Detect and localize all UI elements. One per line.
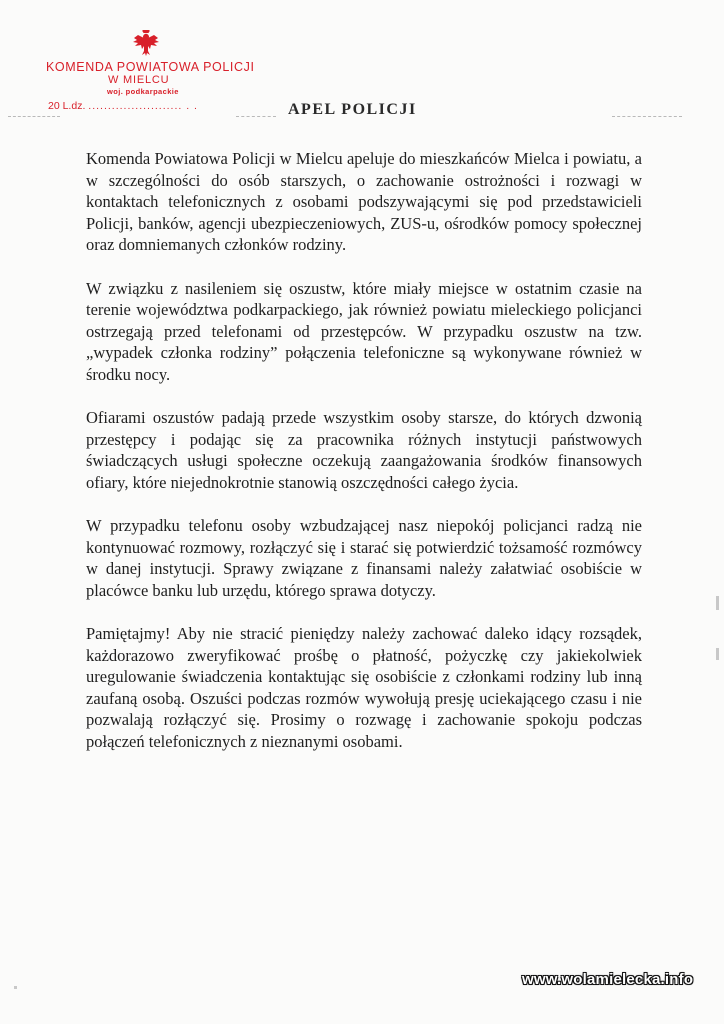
scan-artifact-line-left	[8, 116, 60, 118]
stamp-reference-number	[48, 100, 198, 112]
website-watermark: www.wolamielecka.info	[522, 971, 694, 988]
scan-speck	[716, 648, 719, 660]
paragraph-appeal: Komenda Powiatowa Policji w Mielcu apeluje do mieszkańców Mielca i powiatu, a w szczególności do osób starszych, o zachowanie ostrożności i rozwagi w kontaktach telefonicznych z osobami podszywającymi się pod przedstawicieli Policji, banków, agencji ubezpieczeniowych, ZUS-u, ośrodków pomocy społecznej oraz domniemanych członków rodziny.	[86, 149, 642, 254]
stamp-city: W MIELCU	[108, 74, 170, 86]
paragraph-fraud-increase: W związku z nasileniem się oszustw, które miały miejsce w ostatnim czasie na terenie województwa podkarpackiego, jak również powiatu mieleckiego policjanci ostrzegają przed telefonami od przestępców. W przypadku oszustw na tzw. „wypadek członka rodziny” połączenia telefoniczne są wykonywane również w środku nocy.	[86, 278, 642, 384]
scan-speck	[716, 596, 719, 610]
paragraph-victims: Ofiarami oszustów padają przede wszystkim osoby starsze, do których dzwonią przestępcy i podając się za pracownika różnych instytucji państwowych świadczących usługi społeczne oczekują zaangażowania środków finansowych ofiary, które niejednokrotnie stanowią oszczędności całego życia.	[86, 408, 642, 492]
document-title: APEL POLICJI	[288, 101, 417, 118]
stamp-ref-prefix: 20 L.dz.	[48, 100, 86, 112]
scan-artifact-line-mid	[236, 116, 276, 118]
stamp-ref-dots: ........................ . .	[88, 100, 198, 112]
polish-eagle-emblem-icon	[132, 30, 160, 56]
scan-speck	[14, 986, 17, 989]
paragraph-advice: W przypadku telefonu osoby wzbudzającej nasz niepokój policjanci radzą nie kontynuować rozmowy, rozłączyć się i starać się potwierdzić tożsamość rozmówcy w danej instytucji. Sprawy związane z finansami należy załatwiać osobiście w placówce banku lub urzędu, którego sprawa dotyczy.	[86, 516, 642, 600]
paragraph-remember: Pamiętajmy! Aby nie stracić pieniędzy należy zachować daleko idący rozsądek, każdorazowo zweryfikować prośbę o płatność, pożyczkę czy jakiekolwiek uregulowanie świadczenia kontaktując się osobiście z członkami rodziny lub inną zaufaną osobą. Oszuści podczas rozmów wywołują presję uciekającego czasu i nie pozwalają rozłączyć się. Prosimy o rozwagę i zachowanie spokoju podczas połączeń telefonicznych z nieznanymi osobami.	[86, 624, 642, 751]
stamp-institution-name: KOMENDA POWIATOWA POLICJI	[46, 60, 255, 74]
stamp-voivodeship: woj. podkarpackie	[107, 87, 179, 96]
scan-artifact-line-right	[612, 116, 682, 118]
document-body	[86, 148, 642, 774]
